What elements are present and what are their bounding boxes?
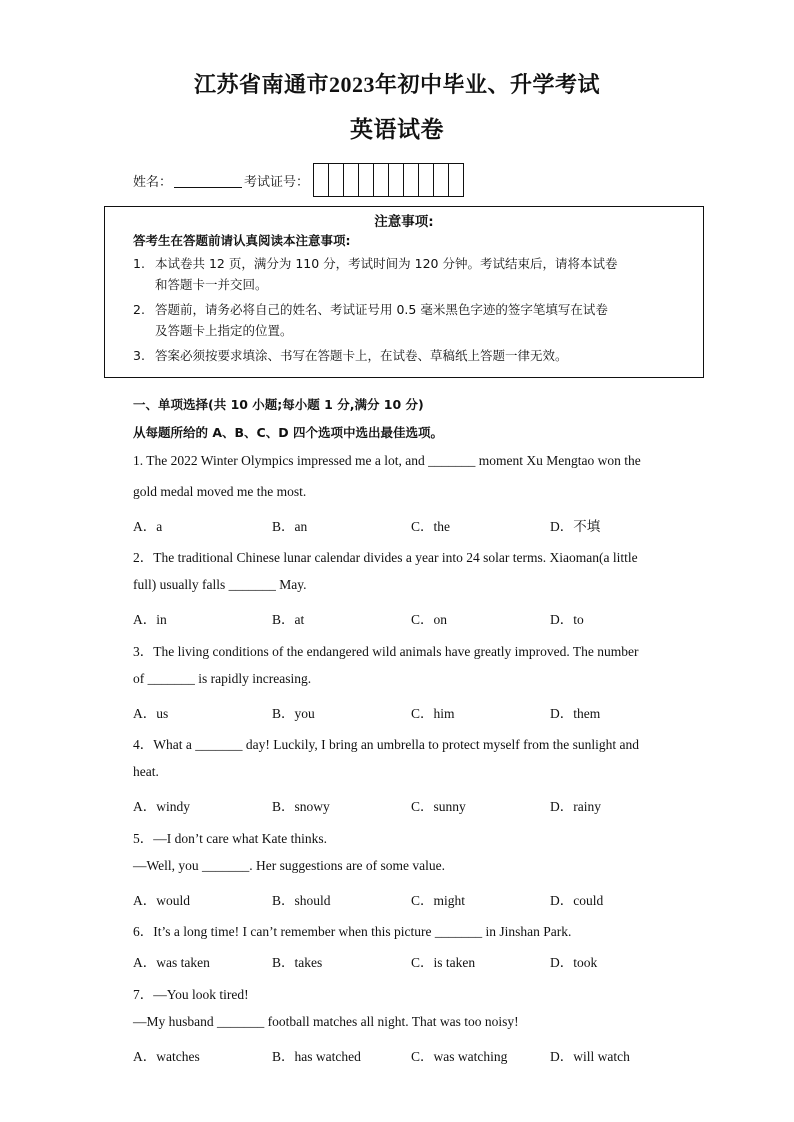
question-line: 1. The 2022 Winter Olympics impressed me a lot, and _______ moment Xu Mengtao won the bbox=[133, 453, 641, 468]
question-line: full) usually falls _______ May. bbox=[133, 577, 307, 592]
option-a[interactable]: A．was taken bbox=[133, 955, 210, 970]
option-a[interactable]: A．in bbox=[133, 612, 167, 627]
options-row bbox=[133, 515, 693, 535]
options-row bbox=[133, 702, 693, 722]
option-b[interactable]: B．an bbox=[272, 519, 308, 534]
option-a[interactable]: A．a bbox=[133, 519, 163, 534]
notice-item-line: 答案必须按要求填涂、书写在答题卡上，在试卷、草稿纸上答题一律无效。 bbox=[155, 348, 568, 363]
option-b[interactable]: B．has watched bbox=[272, 1049, 361, 1064]
option-d[interactable]: D．不填 bbox=[550, 519, 601, 534]
option-d[interactable]: D．them bbox=[550, 706, 601, 721]
section-title: 一、单项选择(共 10 小题;每小题 1 分,满分 10 分) bbox=[133, 397, 424, 412]
id-digit-box[interactable] bbox=[374, 164, 389, 196]
option-d[interactable]: D．to bbox=[550, 612, 584, 627]
question-line: of _______ is rapidly increasing. bbox=[133, 671, 312, 686]
question-line: —My husband _______ football matches all night. That was too noisy! bbox=[133, 1014, 519, 1029]
question-line: 6．It’s a long time! I can’t remember when this picture _______ in Jinshan Park. bbox=[133, 924, 572, 939]
option-c[interactable]: C．was watching bbox=[411, 1049, 508, 1064]
notice-box bbox=[104, 206, 704, 378]
question-line: heat. bbox=[133, 764, 159, 779]
options-row bbox=[133, 951, 693, 971]
id-label: 考试证号： bbox=[244, 174, 310, 190]
option-c[interactable]: C．is taken bbox=[411, 955, 476, 970]
option-c[interactable]: C．the bbox=[411, 519, 450, 534]
options-row bbox=[133, 889, 693, 909]
options-row bbox=[133, 1045, 693, 1065]
option-b[interactable]: B．you bbox=[272, 706, 315, 721]
option-c[interactable]: C．him bbox=[411, 706, 455, 721]
notice-item-line: 和答题卡一并交回。 bbox=[155, 277, 268, 292]
notice-item-line: 答题前，请务必将自己的姓名、考试证号用 0.5 毫米黑色字迹的签字笔填写在试卷 bbox=[155, 302, 608, 317]
options-row bbox=[133, 608, 693, 628]
options-row bbox=[133, 795, 693, 815]
notice-item bbox=[133, 345, 675, 366]
candidate-info bbox=[133, 163, 464, 197]
notice-heading: 答考生在答题前请认真阅读本注意事项: bbox=[133, 233, 351, 248]
question-line: gold medal moved me the most. bbox=[133, 484, 307, 499]
option-d[interactable]: D．took bbox=[550, 955, 598, 970]
option-b[interactable]: B．at bbox=[272, 612, 305, 627]
option-b[interactable]: B．snowy bbox=[272, 799, 330, 814]
id-digit-box[interactable] bbox=[359, 164, 374, 196]
option-a[interactable]: A．watches bbox=[133, 1049, 200, 1064]
id-digit-box[interactable] bbox=[404, 164, 419, 196]
option-a[interactable]: A．us bbox=[133, 706, 169, 721]
exam-title: 江苏省南通市2023年初中毕业、升学考试 bbox=[193, 72, 600, 97]
id-digit-box[interactable] bbox=[314, 164, 329, 196]
option-c[interactable]: C．sunny bbox=[411, 799, 466, 814]
name-label: 姓名： bbox=[133, 174, 173, 190]
option-d[interactable]: D．rainy bbox=[550, 799, 601, 814]
id-digit-box[interactable] bbox=[449, 164, 463, 196]
option-c[interactable]: C．might bbox=[411, 893, 466, 908]
notice-item bbox=[133, 299, 675, 341]
section-instruction: 从每题所给的 A、B、C、D 四个选项中选出最佳选项。 bbox=[133, 425, 443, 440]
exam-subtitle: 英语试卷 bbox=[350, 117, 444, 142]
notice-item-number: 2. bbox=[133, 302, 145, 317]
question-line: 2．The traditional Chinese lunar calendar divides a year into 24 solar terms. Xiaoman(a little bbox=[133, 550, 638, 565]
id-digit-box[interactable] bbox=[434, 164, 449, 196]
question-line: 4．What a _______ day! Luckily, I bring an umbrella to protect myself from the sunlight and bbox=[133, 737, 639, 752]
notice-item-line: 及答题卡上指定的位置。 bbox=[155, 323, 293, 338]
question-line: —Well, you _______. Her suggestions are of some value. bbox=[133, 858, 445, 873]
id-digit-box[interactable] bbox=[419, 164, 434, 196]
option-d[interactable]: D．could bbox=[550, 893, 604, 908]
notice-item bbox=[133, 253, 675, 295]
notice-item-number: 3. bbox=[133, 348, 145, 363]
notice-item-line: 本试卷共 12 页，满分为 110 分，考试时间为 120 分钟。考试结束后，请将本试卷 bbox=[155, 256, 618, 271]
option-c[interactable]: C．on bbox=[411, 612, 448, 627]
exam-id-boxes[interactable] bbox=[313, 163, 464, 197]
id-digit-box[interactable] bbox=[389, 164, 404, 196]
id-digit-box[interactable] bbox=[329, 164, 344, 196]
option-a[interactable]: A．would bbox=[133, 893, 190, 908]
option-d[interactable]: D．will watch bbox=[550, 1049, 630, 1064]
option-b[interactable]: B．should bbox=[272, 893, 331, 908]
question-line: 5．—I don’t care what Kate thinks. bbox=[133, 831, 327, 846]
name-blank[interactable] bbox=[174, 173, 242, 188]
option-b[interactable]: B．takes bbox=[272, 955, 323, 970]
question-line: 3．The living conditions of the endangered wild animals have greatly improved. The number bbox=[133, 644, 639, 659]
notice-item-number: 1. bbox=[133, 256, 145, 271]
notice-title: 注意事项: bbox=[374, 214, 434, 230]
question-line: 7．—You look tired! bbox=[133, 987, 249, 1002]
id-digit-box[interactable] bbox=[344, 164, 359, 196]
option-a[interactable]: A．windy bbox=[133, 799, 190, 814]
